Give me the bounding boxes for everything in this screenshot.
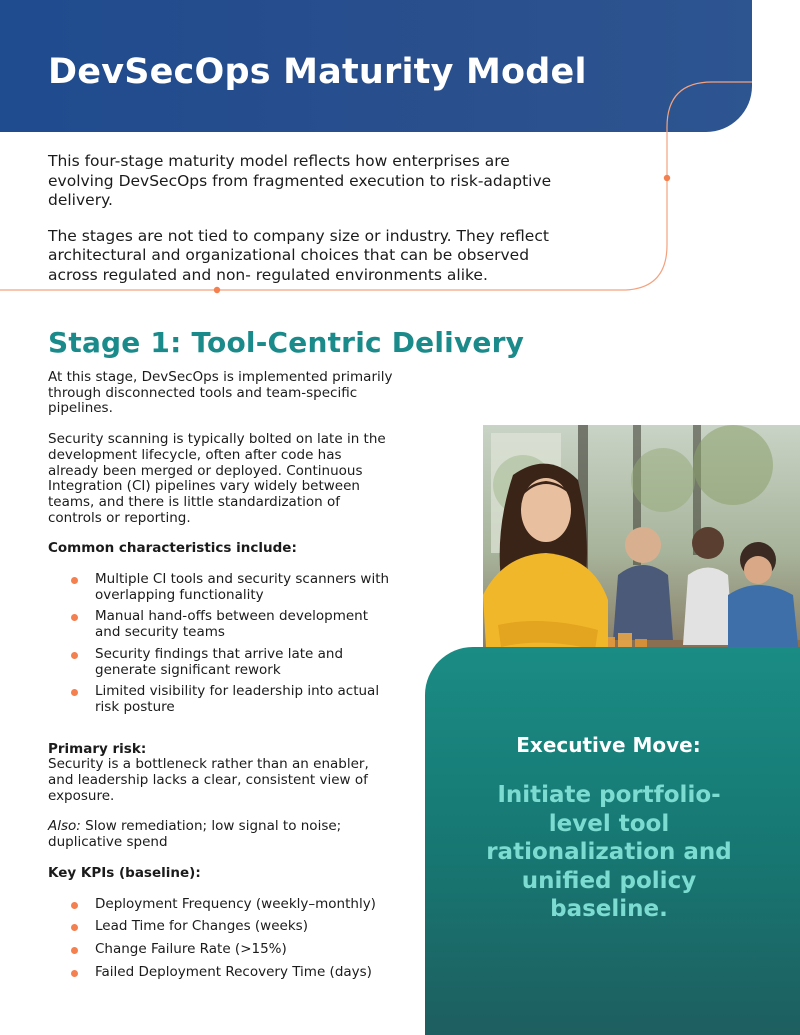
bullet-dot-icon bbox=[71, 924, 78, 931]
list-item bbox=[48, 647, 393, 678]
intro-text bbox=[48, 152, 578, 301]
bullet-dot-icon bbox=[71, 947, 78, 954]
list-item-text: Change Failure Rate (>15%) bbox=[95, 940, 287, 957]
list-item bbox=[48, 609, 393, 640]
primary-risk bbox=[48, 742, 393, 805]
kpi-list bbox=[48, 897, 393, 981]
list-item bbox=[48, 572, 393, 603]
team-photo bbox=[483, 425, 800, 683]
list-item-text: Multiple CI tools and security scanners with overlapping functionality bbox=[95, 571, 390, 603]
also-note bbox=[48, 819, 393, 850]
list-item-text: Limited visibility for leadership into actual risk posture bbox=[95, 683, 380, 715]
list-item bbox=[48, 684, 393, 715]
intro-paragraph: This four-stage maturity model reflects how enterprises are evolving DevSecOps from fragmented execution to risk-adaptive delivery. bbox=[48, 152, 552, 209]
characteristics-list bbox=[48, 572, 393, 716]
bullet-dot-icon bbox=[71, 652, 78, 659]
list-item bbox=[48, 942, 393, 958]
list-item-text: Deployment Frequency (weekly–monthly) bbox=[95, 895, 376, 912]
also-text: Slow remediation; low signal to noise; duplicative spend bbox=[48, 818, 342, 851]
list-item bbox=[48, 897, 393, 913]
executive-move-title: Executive Move: bbox=[516, 733, 701, 757]
list-item-text: Lead Time for Changes (weeks) bbox=[95, 918, 308, 935]
characteristics-label: Common characteristics include: bbox=[48, 540, 297, 557]
bullet-dot-icon bbox=[71, 902, 78, 909]
list-item bbox=[48, 965, 393, 981]
executive-move-body: Initiate portfolio-level tool rationalization and unified policy baseline. bbox=[486, 782, 732, 922]
list-item bbox=[48, 919, 393, 935]
primary-risk-label: Primary risk: bbox=[48, 740, 147, 757]
stage-title: Stage 1: Tool-Centric Delivery bbox=[48, 326, 525, 359]
stage-paragraph: At this stage, DevSecOps is implemented primarily through disconnected tools and team-specific pipelines. bbox=[48, 369, 393, 417]
kpi-label: Key KPIs (baseline): bbox=[48, 864, 201, 881]
intro-paragraph: The stages are not tied to company size or industry. They reflect architectural and organizational choices that can be observed across regulated and non- regulated environments alike. bbox=[48, 226, 549, 284]
bullet-dot-icon bbox=[71, 689, 78, 696]
executive-move-panel bbox=[425, 647, 800, 1035]
list-item-text: Failed Deployment Recovery Time (days) bbox=[95, 963, 372, 980]
list-item-text: Manual hand-offs between development and security teams bbox=[95, 608, 369, 641]
stage-paragraph: Security scanning is typically bolted on late in the development lifecycle, often after code has already been merged or deployed. Continuous Integration (CI) pipelines vary widely between teams, and there is little standardization of controls or reporting. bbox=[48, 431, 386, 526]
also-label: Also: bbox=[48, 818, 81, 835]
list-item-text: Security findings that arrive late and generate significant rework bbox=[95, 645, 344, 678]
primary-risk-text: Security is a bottleneck rather than an enabler, and leadership lacks a clear, consistent view of exposure. bbox=[48, 756, 369, 804]
stage-content bbox=[48, 370, 393, 998]
bullet-dot-icon bbox=[71, 577, 78, 584]
bullet-dot-icon bbox=[71, 614, 78, 621]
bullet-dot-icon bbox=[71, 970, 78, 977]
page-title: DevSecOps Maturity Model bbox=[48, 52, 587, 92]
team-photo-illustration bbox=[483, 425, 800, 683]
